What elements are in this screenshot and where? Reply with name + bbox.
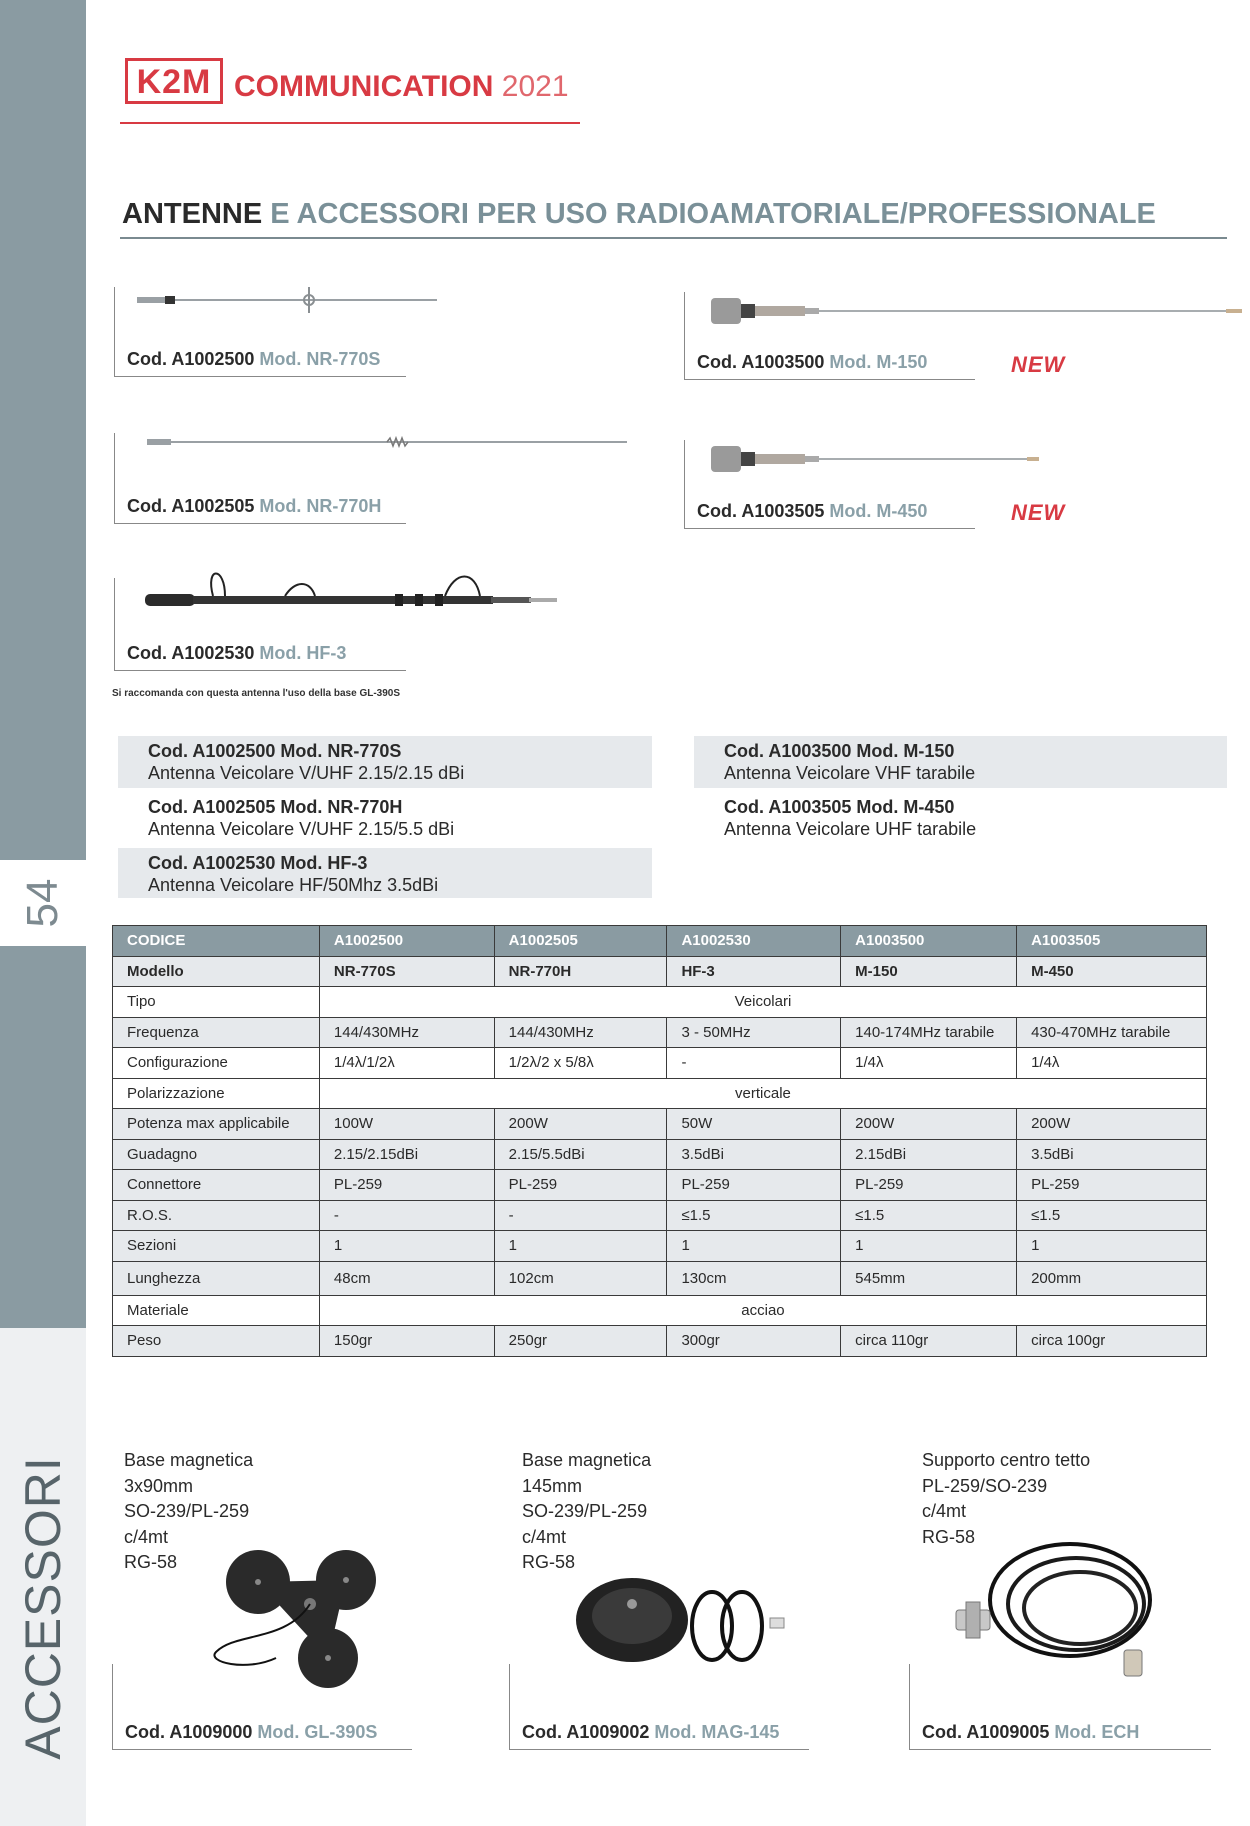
table-cell: 2.15/5.5dBi <box>494 1139 667 1170</box>
summary-title: Cod. A1002500 Mod. NR-770S <box>148 741 402 761</box>
accessory-card-ech <box>909 1664 1211 1750</box>
table-cell: 250gr <box>494 1326 667 1357</box>
product-card-m150 <box>684 292 975 380</box>
accessory-model: Mod. GL-390S <box>257 1722 378 1742</box>
table-row-sezioni <box>113 1231 1207 1262</box>
table-cell: 130cm <box>667 1261 841 1295</box>
table-cell: Tipo <box>113 987 320 1018</box>
table-cell: 3.5dBi <box>667 1139 841 1170</box>
table-cell: PL-259 <box>1017 1170 1207 1201</box>
table-cell: Materiale <box>113 1295 320 1326</box>
product-code: Cod. A1002500 <box>127 349 255 369</box>
roof-mount-cable-image <box>952 1530 1172 1680</box>
accessory-code: Cod. A1009000 <box>125 1722 253 1742</box>
product-label <box>127 496 381 517</box>
summary-desc: Antenna Veicolare HF/50Mhz 3.5dBi <box>148 875 439 895</box>
table-header-cell: A1002500 <box>319 926 494 957</box>
table-cell: 144/430MHz <box>494 1017 667 1048</box>
table-row-configurazione <box>113 1048 1207 1079</box>
section-title-rest: E ACCESSORI PER USO RADIOAMATORIALE/PROFESSIONALE <box>270 198 1156 230</box>
page-number: 54 <box>18 878 67 928</box>
k2m-logo <box>125 58 223 104</box>
table-cell: R.O.S. <box>113 1200 320 1231</box>
accessory-description: Supporto centro tetto PL-259/SO-239 c/4mt RG-58 <box>922 1450 1091 1547</box>
summary-nr770h <box>118 792 652 844</box>
table-row-guadagno <box>113 1139 1207 1170</box>
table-cell: Veicolari <box>319 987 1206 1018</box>
sidebar-section-label: ACCESSORI <box>15 1456 71 1760</box>
accessory-label <box>922 1722 1139 1743</box>
table-cell: PL-259 <box>494 1170 667 1201</box>
table-cell: NR-770H <box>494 956 667 987</box>
table-cell: 1 <box>319 1231 494 1262</box>
table-cell: NR-770S <box>319 956 494 987</box>
table-cell: - <box>494 1200 667 1231</box>
product-code: Cod. A1003500 <box>697 352 825 372</box>
table-cell: 140-174MHz tarabile <box>841 1017 1017 1048</box>
antenna-nr770s-image <box>137 287 437 327</box>
table-cell: 1/4λ <box>1017 1048 1207 1079</box>
header-rule <box>120 122 580 124</box>
table-cell: 100W <box>319 1109 494 1140</box>
table-cell: 2.15dBi <box>841 1139 1017 1170</box>
table-cell: 545mm <box>841 1261 1017 1295</box>
brand-name: COMMUNICATION <box>234 70 494 103</box>
table-cell: 102cm <box>494 1261 667 1295</box>
table-cell: 430-470MHz tarabile <box>1017 1017 1207 1048</box>
summary-desc: Antenna Veicolare V/UHF 2.15/5.5 dBi <box>148 819 455 839</box>
product-code: Cod. A1003505 <box>697 501 825 521</box>
table-header-cell: CODICE <box>113 926 320 957</box>
table-cell: 200W <box>1017 1109 1207 1140</box>
product-label <box>697 501 927 522</box>
sidebar-band-top <box>0 0 86 860</box>
table-cell: HF-3 <box>667 956 841 987</box>
table-header-cell: A1002505 <box>494 926 667 957</box>
accessory-description: Base magnetica 3x90mm SO-239/PL-259 c/4mt RG-58 <box>124 1450 254 1572</box>
accessory-label <box>522 1722 779 1743</box>
summary-title: Cod. A1003500 Mod. M-150 <box>724 741 955 761</box>
table-cell: ≤1.5 <box>667 1200 841 1231</box>
table-row-ros <box>113 1200 1207 1231</box>
product-card-nr770s <box>114 287 406 377</box>
table-cell: 200W <box>494 1109 667 1140</box>
table-cell: Connettore <box>113 1170 320 1201</box>
antenna-m150-image <box>711 296 1250 336</box>
table-cell: 50W <box>667 1109 841 1140</box>
summary-m150 <box>694 736 1227 788</box>
table-cell: verticale <box>319 1078 1206 1109</box>
product-label <box>127 643 346 664</box>
accessory-model: Mod. MAG-145 <box>654 1722 780 1742</box>
table-cell: ≤1.5 <box>1017 1200 1207 1231</box>
table-cell: Peso <box>113 1326 320 1357</box>
table-cell: 200W <box>841 1109 1017 1140</box>
antenna-m450-image <box>711 444 1071 484</box>
accessory-code: Cod. A1009005 <box>922 1722 1050 1742</box>
sidebar-band-bottom <box>0 1328 86 1826</box>
table-cell: Guadagno <box>113 1139 320 1170</box>
table-row-lunghezza <box>113 1261 1207 1295</box>
product-code: Cod. A1002530 <box>127 643 255 663</box>
section-title <box>122 198 1156 231</box>
table-cell: 48cm <box>319 1261 494 1295</box>
sidebar-band-middle <box>0 946 86 1328</box>
accessory-card-gl390s <box>112 1664 412 1750</box>
summary-title: Cod. A1002530 Mod. HF-3 <box>148 853 368 873</box>
summary-desc: Antenna Veicolare UHF tarabile <box>724 819 977 839</box>
brand-year: 2021 <box>501 70 569 103</box>
product-card-nr770h <box>114 433 406 524</box>
table-cell: Lunghezza <box>113 1261 320 1295</box>
product-model: Mod. HF-3 <box>259 643 347 663</box>
accessory-card-mag145 <box>509 1664 809 1750</box>
table-cell: 200mm <box>1017 1261 1207 1295</box>
accessory-label <box>125 1722 377 1743</box>
table-row-polarizzazione <box>113 1078 1207 1109</box>
logo-text: K2M <box>136 63 212 101</box>
product-label <box>127 349 380 370</box>
table-cell: PL-259 <box>841 1170 1017 1201</box>
summary-hf3 <box>118 848 652 898</box>
product-model: Mod. M-450 <box>829 501 928 521</box>
table-cell: 1 <box>494 1231 667 1262</box>
antenna-hf3-image <box>145 560 595 620</box>
spec-table <box>112 925 1207 1357</box>
table-cell: Polarizzazione <box>113 1078 320 1109</box>
table-cell: 1 <box>841 1231 1017 1262</box>
table-cell: 3 - 50MHz <box>667 1017 841 1048</box>
brand-title <box>234 70 569 104</box>
table-cell: circa 100gr <box>1017 1326 1207 1357</box>
product-model: Mod. M-150 <box>829 352 928 372</box>
antenna-note: Si raccomanda con questa antenna l'uso della base GL-390S <box>112 688 401 699</box>
product-label <box>697 352 927 373</box>
table-cell: Modello <box>113 956 320 987</box>
table-cell: Configurazione <box>113 1048 320 1079</box>
table-row-modello <box>113 956 1207 987</box>
summary-title: Cod. A1003505 Mod. M-450 <box>724 797 955 817</box>
table-cell: - <box>319 1200 494 1231</box>
table-cell: Frequenza <box>113 1017 320 1048</box>
table-cell: PL-259 <box>667 1170 841 1201</box>
accessory-description: Base magnetica 145mm SO-239/PL-259 c/4mt RG-58 <box>522 1450 652 1572</box>
table-cell: 1/2λ/2 x 5/8λ <box>494 1048 667 1079</box>
product-card-hf3 <box>114 578 406 671</box>
table-cell: circa 110gr <box>841 1326 1017 1357</box>
table-cell: PL-259 <box>319 1170 494 1201</box>
table-cell: 144/430MHz <box>319 1017 494 1048</box>
table-cell: 1/4λ/1/2λ <box>319 1048 494 1079</box>
table-row-connettore <box>113 1170 1207 1201</box>
summary-nr770s <box>118 736 652 788</box>
product-code: Cod. A1002505 <box>127 496 255 516</box>
summary-desc: Antenna Veicolare V/UHF 2.15/2.15 dBi <box>148 763 465 783</box>
table-cell: M-150 <box>841 956 1017 987</box>
table-cell: M-450 <box>1017 956 1207 987</box>
table-cell: Potenza max applicabile <box>113 1109 320 1140</box>
accessory-model: Mod. ECH <box>1054 1722 1140 1742</box>
new-badge: NEW <box>1011 500 1066 525</box>
table-cell: 1 <box>667 1231 841 1262</box>
table-cell: 1/4λ <box>841 1048 1017 1079</box>
summary-desc: Antenna Veicolare VHF tarabile <box>724 763 976 783</box>
table-cell: - <box>667 1048 841 1079</box>
product-model: Mod. NR-770H <box>259 496 382 516</box>
summary-title: Cod. A1002505 Mod. NR-770H <box>148 797 403 817</box>
antenna-nr770h-image <box>147 435 627 455</box>
table-row-frequenza <box>113 1017 1207 1048</box>
table-header-cell: A1003505 <box>1017 926 1207 957</box>
table-cell: Sezioni <box>113 1231 320 1262</box>
table-cell: 150gr <box>319 1326 494 1357</box>
section-title-bold: ANTENNE <box>122 198 263 230</box>
table-cell: ≤1.5 <box>841 1200 1017 1231</box>
table-cell: 3.5dBi <box>1017 1139 1207 1170</box>
section-title-rule <box>120 237 1227 239</box>
table-cell: 2.15/2.15dBi <box>319 1139 494 1170</box>
table-cell: 1 <box>1017 1231 1207 1262</box>
table-row-materiale <box>113 1295 1207 1326</box>
table-header-cell: A1003500 <box>841 926 1017 957</box>
table-header-row <box>113 926 1207 957</box>
table-cell: 300gr <box>667 1326 841 1357</box>
table-cell: acciao <box>319 1295 1206 1326</box>
table-row-peso <box>113 1326 1207 1357</box>
accessory-code: Cod. A1009002 <box>522 1722 650 1742</box>
product-card-m450 <box>684 440 975 529</box>
table-row-tipo <box>113 987 1207 1018</box>
page-number-box <box>0 860 86 946</box>
summary-m450 <box>694 792 1227 844</box>
table-row-potenza <box>113 1109 1207 1140</box>
product-model: Mod. NR-770S <box>259 349 381 369</box>
new-badge: NEW <box>1011 352 1066 377</box>
table-header-cell: A1002530 <box>667 926 841 957</box>
